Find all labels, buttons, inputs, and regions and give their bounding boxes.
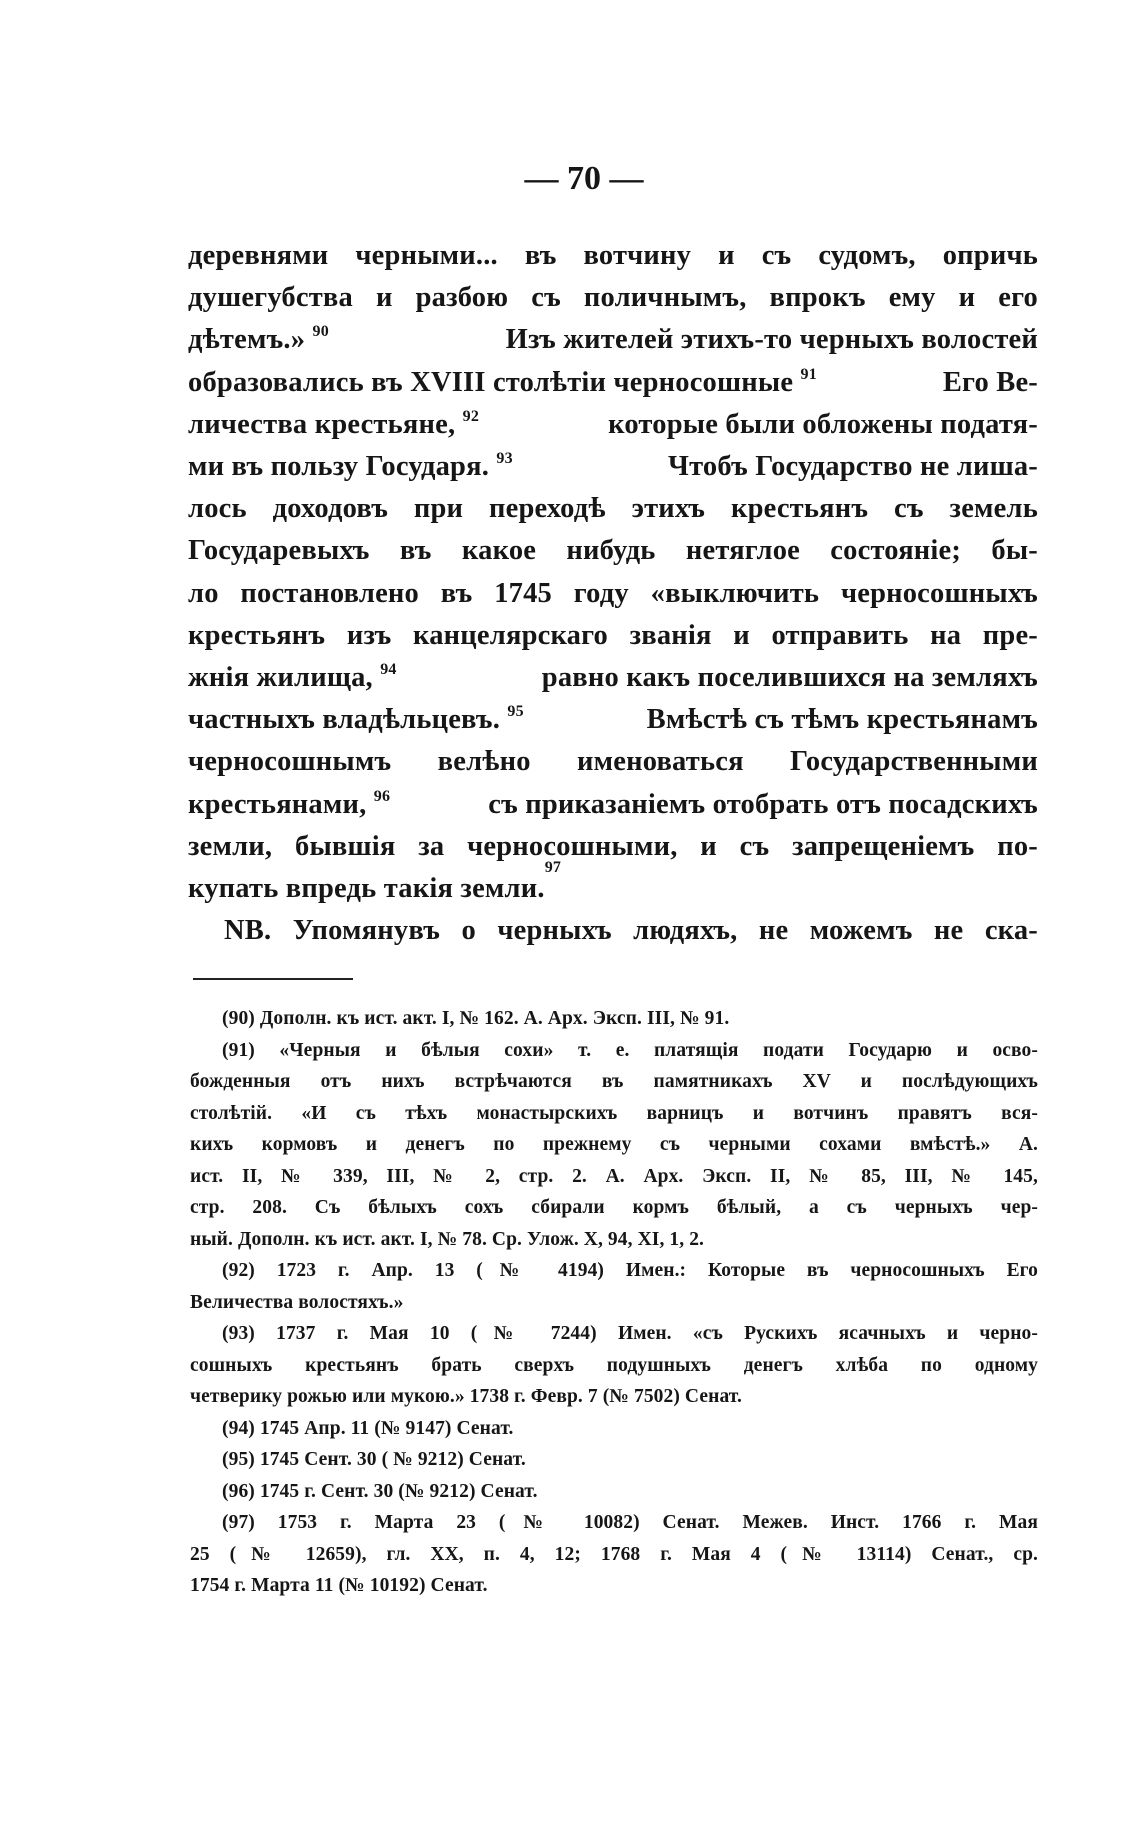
text-line: NB. Упомянувъ о черныхъ людяхъ, не можемъ не ска- <box>224 915 1038 947</box>
main-text <box>188 235 1038 952</box>
text-line: жнія жилища, $^{94}$ равно какъ поселившихся на земляхъ <box>188 661 1038 694</box>
text-line: черносошнымъ велѣно именоваться Государственными <box>188 746 1038 778</box>
text-line: крестьянъ изъ канцелярскаго званія и отправить на пре- <box>188 619 1038 651</box>
text-line: земли, бывшія за черносошными, и съ запрещеніемъ по- <box>188 830 1038 862</box>
text-line: дѣтемъ.» $^{90}$ Изъ жителей этихъ-то черныхъ волостей <box>188 323 1038 356</box>
footnote-ref: 92 <box>462 407 480 425</box>
text-line: ми въ пользу Государя. $^{93}$ Чтобъ Государство не лиша- <box>188 450 1038 483</box>
footnote-94: (94) 1745 Апр. 11 (№ 9147) Сенат. <box>222 1417 514 1439</box>
text-line: ло постановлено въ 1745 году «выключить черносошныхъ <box>188 577 1038 609</box>
text-line: Государевыхъ въ какое нибудь нетяглое состояніе; бы- <box>188 535 1038 567</box>
text-line: крестьянами, $^{96}$ съ приказаніемъ отобрать отъ посадскихъ <box>188 787 1038 820</box>
footnote-93: (93) 1737 г. Мая 10 (№ 7244) Имен. «съ Рускихъ ясачныхъ и черно- сошныхъ крестьянъ брать сверхъ подушныхъ денегъ хлѣба по одному четверику рожью или мукою.» 1738 г. Февр. 7 (№ 7502) Сенат. <box>190 1323 1038 1407</box>
footnote-ref: 90 <box>312 323 329 341</box>
footnote-90: (90) Дополн. къ ист. акт. I, № 162. А. Арх. Эксп. III, № 91. <box>222 1008 730 1029</box>
footnote-separator <box>193 978 353 980</box>
footnote-ref: 91 <box>800 365 817 383</box>
text-line: лось доходовъ при переходѣ этихъ крестьянъ съ земель <box>188 493 1038 525</box>
footnote-ref: 97 <box>544 859 562 877</box>
footnote-97: (97) 1753 г. Марта 23 (№ 10082) Сенат. Межев. Инст. 1766 г. Мая 25 (№ 12659), гл. XX, п. 4, 12; 1768 г. Мая 4 (№ 13114) Сенат., ср. 1754 г. Марта 11 (№ 10192) Сенат. <box>190 1512 1038 1596</box>
text-line: личества крестьяне, $^{92}$ которые были обложены податя- <box>188 407 1038 440</box>
footnote-91: (91) «Черныя и бѣлыя сохи» т. е. платящія подати Государю и осво- божденныя отъ нихъ встрѣчаются въ памятникахъ XV и послѣдующихъ столѣтій. «И съ тѣхъ монастырскихъ варницъ и вотчинъ правятъ вся- кихъ кормовъ и денегъ по прежнему съ черными сохами вмѣстѣ.» А. ист. II, № 339, III, № 2, стр. 2. А. Арх. Эксп. II, № 85, III, № 145, стр. 208. Съ бѣлыхъ сохъ сбирали кормъ бѣлый, а съ черныхъ чер- ный. Дополн. къ ист. акт. I, № 78. Ср. Улож. X, 94, XI, 1, 2. <box>190 1039 1038 1250</box>
footnote-ref: 95 <box>507 703 524 721</box>
footnote-92: (92) 1723 г. Апр. 13 (№ 4194) Имен.: Которые въ черносошныхъ Его Величества волостяхъ.» <box>190 1260 1038 1313</box>
page-number: — 70 — <box>524 160 644 197</box>
footnote-96: (96) 1745 г. Сент. 30 (№ 9212) Сенат. <box>222 1480 538 1502</box>
footnotes <box>190 1003 1038 1602</box>
footnote-ref: 96 <box>373 787 391 805</box>
footnote-ref: 94 <box>380 661 397 679</box>
text-line: деревнями черными... въ вотчину и съ судомъ, опричь <box>188 240 1038 271</box>
text-line: образовались въ XVIII столѣтіи черносошные $^{91}$ Его Ве- <box>188 365 1038 398</box>
footnote-95: (95) 1745 Сент. 30 ( № 9212) Сенат. <box>222 1449 526 1470</box>
text-line: частныхъ владѣльцевъ. $^{95}$ Вмѣстѣ съ тѣмъ крестьянамъ <box>188 703 1038 736</box>
text-line: купать впредь такія земли. 97 <box>188 868 1038 910</box>
text-line: душегубства и разбою съ поличнымъ, впрокъ ему и его <box>188 282 1038 314</box>
footnote-ref: 93 <box>496 450 513 468</box>
